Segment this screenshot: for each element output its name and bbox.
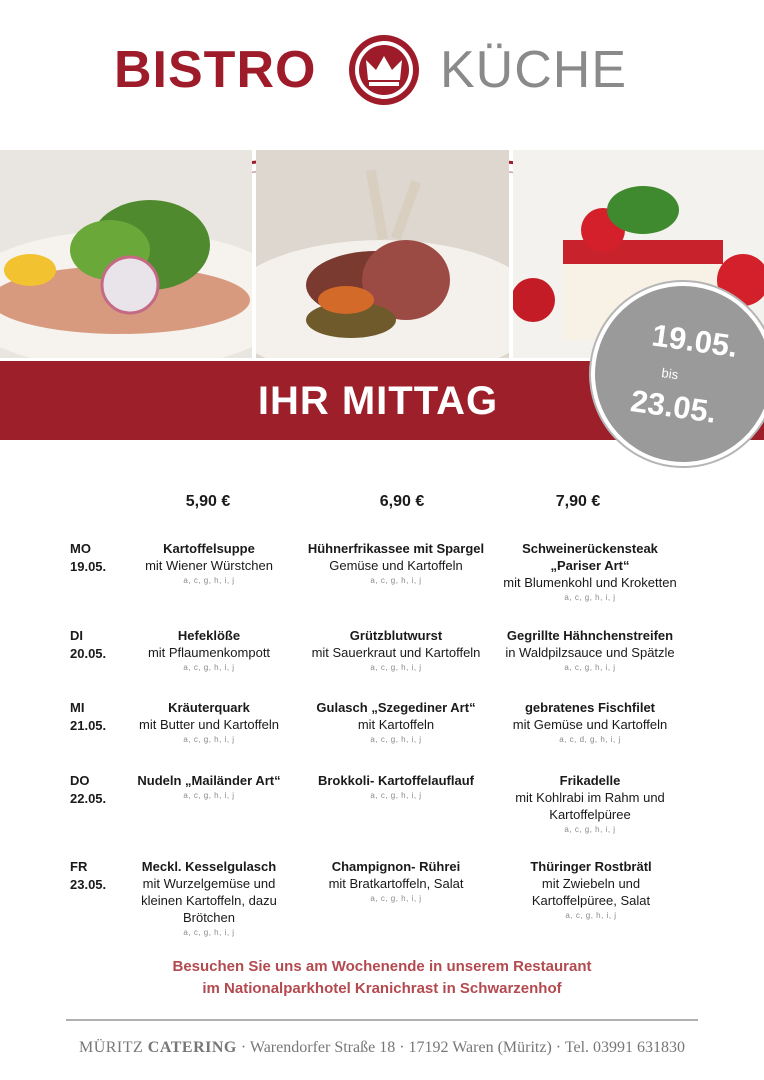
banner-title-text: IHR MITTAG: [257, 379, 499, 423]
dish-name: Gegrillte Hähnchenstreifen: [506, 628, 674, 643]
day-date: 22.05.: [70, 791, 107, 806]
dish-name: Kräuterquark: [168, 700, 250, 715]
logo: [0, 28, 764, 108]
day-date: 20.05.: [70, 646, 107, 661]
dish-cell: [298, 772, 494, 802]
dish-name: Schweinerückensteak „Pariser Art“: [522, 541, 658, 573]
footer-brand-bold: CATERING: [147, 1039, 237, 1056]
dish-side: mit Zwiebeln und Kartoffelpüree, Salat: [531, 876, 651, 908]
dish-cell: [111, 540, 307, 587]
logo-word-kueche: KÜCHE: [440, 41, 628, 99]
day-label: [70, 627, 106, 663]
footer-brand: [79, 1039, 237, 1056]
price-column-2: 6,90 €: [379, 493, 425, 510]
dish-name: Hefeklöße: [177, 628, 241, 643]
day-date: 23.05.: [70, 877, 107, 892]
dish-allergens: a, c, g, h, i, j: [370, 791, 422, 800]
dish-cell: [298, 858, 494, 905]
dish-side: mit Gemüse und Kartoffeln: [512, 717, 668, 732]
promo-line-1: Besuchen Sie uns am Wochenende in unserem Restaurant: [172, 958, 592, 975]
dish-allergens: a, c, g, h, i, j: [183, 791, 235, 800]
dish-side: mit Pflaumenkompott: [147, 645, 271, 660]
dish-allergens: a, c, g, h, i, j: [370, 663, 422, 672]
dish-name: gebratenes Fischfilet: [524, 700, 656, 715]
dish-allergens: a, c, g, h, i, j: [565, 911, 617, 920]
dish-cell: [298, 627, 494, 674]
day-name: DI: [70, 628, 83, 643]
dish-side: mit Kartoffeln: [357, 717, 435, 732]
promo-text: [0, 956, 764, 1000]
photo-carpaccio: [0, 150, 252, 358]
day-name: MI: [70, 700, 85, 715]
dish-side: mit Bratkartoffeln, Salat: [328, 876, 464, 891]
dish-name: Nudeln „Mailänder Art“: [137, 773, 281, 788]
dish-allergens: a, c, g, h, i, j: [183, 576, 235, 585]
dish-side: mit Wurzelgemüse und kleinen Kartoffeln, dazu Brötchen: [141, 876, 277, 925]
promo-line-2: im Nationalparkhotel Kranichrast in Schwarzenhof: [202, 980, 562, 997]
footer-divider: [66, 1019, 698, 1021]
date-to: 23.05.: [628, 383, 719, 430]
day-name: FR: [70, 859, 88, 874]
logo-word-bistro: BISTRO: [114, 41, 317, 99]
dish-name: Champignon- Rührei: [331, 859, 461, 874]
dish-cell: [129, 858, 289, 939]
day-date: 19.05.: [70, 559, 107, 574]
dish-allergens: a, c, g, h, i, j: [564, 663, 616, 672]
dish-cell: [492, 627, 688, 674]
dish-side: mit Butter und Kartoffeln: [139, 717, 279, 732]
footer: [0, 1039, 764, 1057]
price-header: [0, 493, 764, 513]
dish-name: Meckl. Kesselgulasch: [141, 859, 277, 874]
day-label: [70, 699, 106, 735]
footer-address: · Warendorfer Straße 18 · 17192 Waren (Müritz) · Tel. 03991 631830: [240, 1039, 686, 1056]
dish-cell: [492, 540, 688, 604]
dish-name: Frikadelle: [559, 773, 621, 788]
dish-side: mit Blumenkohl und Kroketten: [503, 575, 677, 590]
day-date: 21.05.: [70, 718, 107, 733]
price-column-1: 5,90 €: [185, 493, 231, 510]
dish-cell: [516, 858, 666, 922]
dish-cell: [111, 772, 307, 802]
day-label: [70, 772, 106, 808]
dish-name: Gulasch „Szegediner Art“: [316, 700, 476, 715]
dish-side: Gemüse und Kartoffeln: [329, 558, 463, 573]
day-label: [70, 540, 106, 576]
dish-allergens: a, c, g, h, i, j: [370, 576, 422, 585]
dish-cell: [111, 627, 307, 674]
dish-allergens: a, c, g, h, i, j: [370, 894, 422, 903]
dish-name: Hühnerfrikassee mit Spargel: [307, 541, 485, 556]
dish-name: Kartoffelsuppe: [163, 541, 255, 556]
dish-cell: [500, 772, 680, 836]
dish-allergens: a, c, g, h, i, j: [183, 928, 235, 937]
dish-allergens: a, c, d, g, h, i, j: [559, 735, 621, 744]
date-bis: bis: [660, 365, 680, 383]
day-name: MO: [70, 541, 91, 556]
day-label: [70, 858, 106, 894]
dish-side: mit Wiener Würstchen: [145, 558, 273, 573]
price-column-3: 7,90 €: [555, 493, 601, 510]
date-from: 19.05.: [649, 317, 740, 365]
dish-side: in Waldpilzsauce und Spätzle: [505, 645, 675, 660]
dish-cell: [298, 699, 494, 746]
dish-name: Grützblutwurst: [349, 628, 443, 643]
dish-allergens: a, c, g, h, i, j: [370, 735, 422, 744]
dish-allergens: a, c, g, h, i, j: [564, 593, 616, 602]
dish-cell: [298, 540, 494, 587]
dish-cell: [111, 699, 307, 746]
dish-cell: [492, 699, 688, 746]
dish-allergens: a, c, g, h, i, j: [564, 825, 616, 834]
dish-allergens: a, c, g, h, i, j: [183, 735, 235, 744]
footer-brand-light: MÜRITZ: [78, 1039, 144, 1056]
dish-side: mit Kohlrabi im Rahm und Kartoffelpüree: [515, 790, 665, 822]
dish-allergens: a, c, g, h, i, j: [183, 663, 235, 672]
photo-lamb: [256, 150, 509, 358]
dish-name: Thüringer Rostbrätl: [530, 859, 652, 874]
crown-icon: [346, 32, 422, 108]
day-name: DO: [70, 773, 90, 788]
dish-side: mit Sauerkraut und Kartoffeln: [311, 645, 481, 660]
dish-name: Brokkoli- Kartoffelauflauf: [317, 773, 474, 788]
